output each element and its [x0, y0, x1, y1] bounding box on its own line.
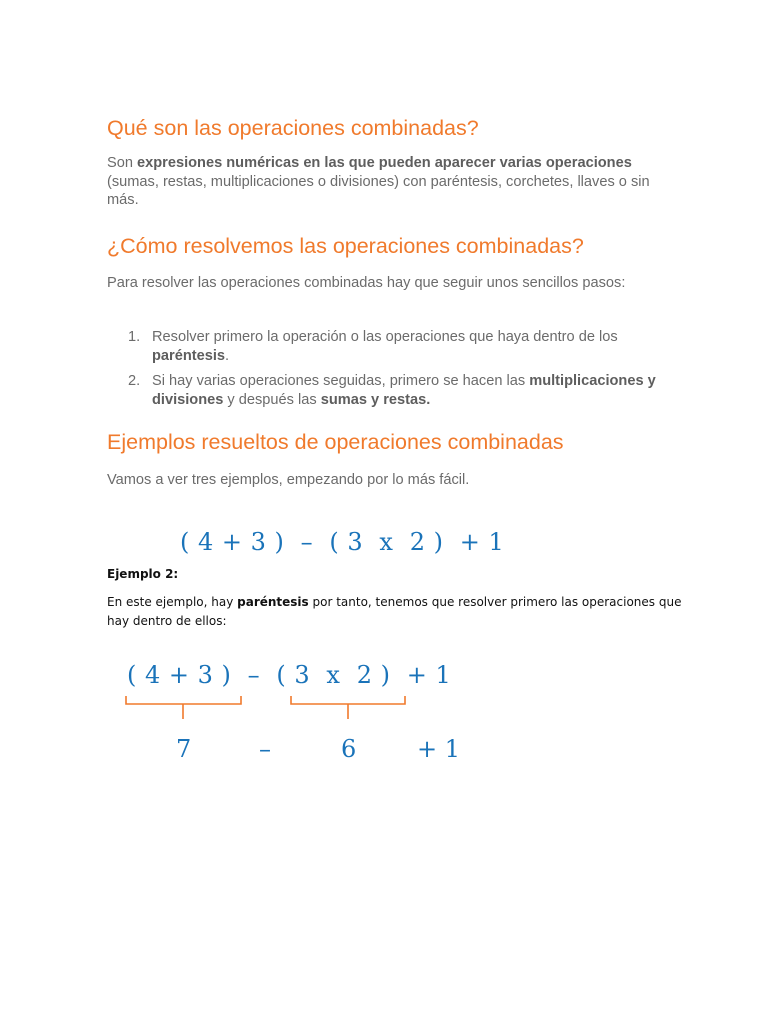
brace-right	[291, 696, 405, 719]
brace-left	[126, 696, 241, 719]
paragraph-definition: Son expresiones numéricas en las que pueden aparecer varias operaciones (sumas, restas, multiplicaciones o divisiones) con paréntesis, corchetes, llaves o sin más.	[107, 155, 650, 208]
expression-example-2: ( 4 + 3 ) – ( 3 x 2 ) + 1	[127, 661, 452, 689]
list-number: 1.	[128, 329, 141, 345]
expression-example-1: ( 4 + 3 ) – ( 3 x 2 ) + 1	[180, 528, 505, 556]
example-2-label: Ejemplo 2:	[107, 567, 179, 581]
result-seven: 7	[176, 735, 192, 763]
list-item-step-1: 1. Resolver primero la operación o las operaciones que haya dentro de los paréntesis.	[128, 329, 618, 364]
paragraph-examples-intro: Vamos a ver tres ejemplos, empezando por lo más fácil.	[107, 472, 470, 488]
list-number: 2.	[128, 373, 141, 389]
heading-que-son: Qué son las operaciones combinadas?	[107, 116, 479, 140]
paragraph-steps-intro: Para resolver las operaciones combinadas hay que seguir unos sencillos pasos:	[107, 275, 626, 291]
example-2-description: En este ejemplo, hay paréntesis por tanto, tenemos que resolver primero las operaciones que hay dentro de ellos:	[107, 595, 682, 628]
heading-como-resolvemos: ¿Cómo resolvemos las operaciones combinadas?	[107, 234, 584, 258]
result-six: 6	[341, 735, 357, 763]
bold-definition: expresiones numéricas en las que pueden aparecer varias operaciones	[137, 155, 632, 171]
list-item-step-2: 2. Si hay varias operaciones seguidas, primero se hacen las multiplicaciones y divisiones y después las sumas y restas.	[128, 373, 656, 408]
heading-ejemplos: Ejemplos resueltos de operaciones combinadas	[107, 430, 564, 454]
result-minus: –	[259, 735, 271, 763]
result-plus-one: + 1	[417, 735, 461, 763]
